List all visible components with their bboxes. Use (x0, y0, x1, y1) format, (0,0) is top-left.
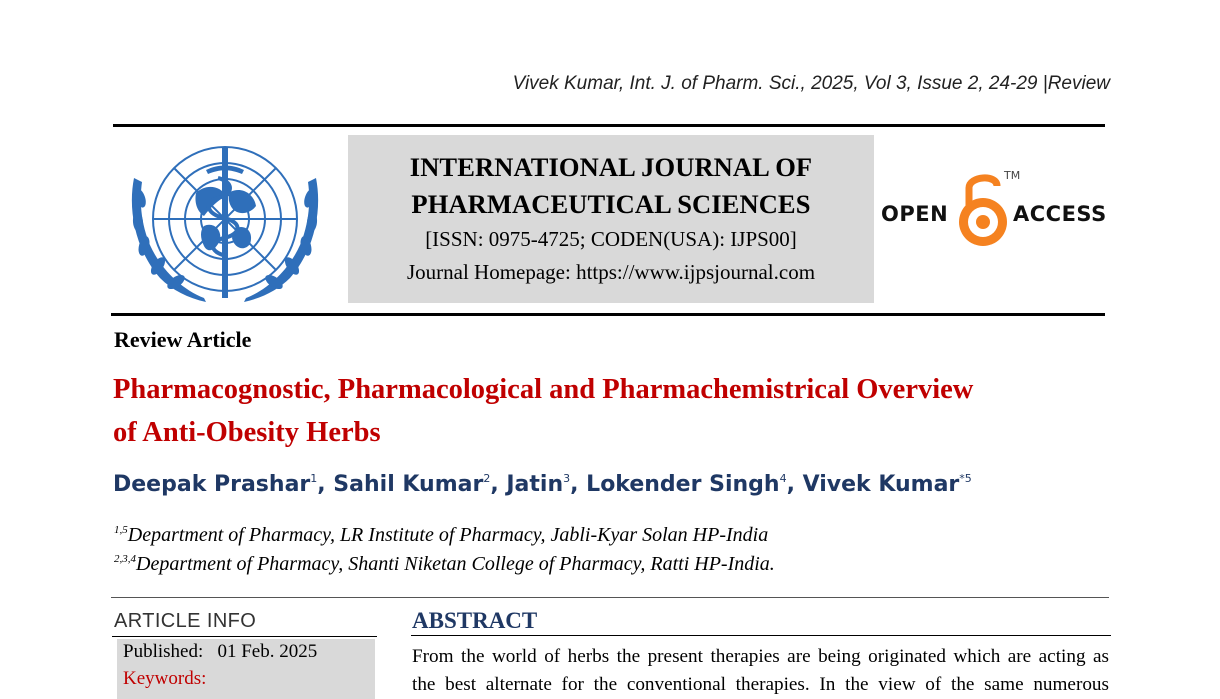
open-access-label: ACCESS (1013, 202, 1107, 226)
author-name[interactable]: Sahil Kumar (333, 472, 484, 497)
keywords-label: Keywords: (123, 668, 207, 689)
top-rule (113, 124, 1105, 127)
journal-header-box (348, 135, 874, 303)
abstract-line: From the world of herbs the present therapies are being originated which are acting as (412, 646, 1109, 667)
author-separator: , (786, 472, 803, 497)
article-title-line: of Anti-Obesity Herbs (113, 417, 381, 448)
journal-emblem-icon (126, 138, 324, 306)
author-separator: , (317, 472, 334, 497)
affiliation (114, 553, 775, 576)
journal-homepage[interactable]: Journal Homepage: https://www.ijpsjournal.com (406, 260, 816, 284)
author-affiliation-mark: *5 (959, 472, 972, 485)
author-name[interactable]: Deepak Prashar (113, 472, 311, 497)
author-name[interactable]: Lokender Singh (586, 472, 780, 497)
article-info-rule (112, 636, 377, 637)
author-affiliation-mark: 4 (779, 472, 787, 485)
affiliation-text: Department of Pharmacy, LR Institute of Pharmacy, Jabli-Kyar Solan HP-India (127, 524, 769, 546)
article-info-heading: ARTICLE INFO (114, 610, 257, 632)
journal-citation: Vivek Kumar, Int. J. of Pharm. Sci., 2025, Vol 3, Issue 2, 24-29 |Review (512, 73, 1110, 94)
author-separator: , (490, 472, 507, 497)
issn-line: [ISSN: 0975-4725; CODEN(USA): IJPS00] (425, 227, 797, 251)
author-list (113, 472, 972, 497)
abstract-text (412, 643, 1109, 699)
affiliation-mark: 2,3,4 (114, 553, 136, 565)
author-affiliation-mark: 3 (563, 472, 571, 485)
author-affiliation-mark: 2 (483, 472, 491, 485)
section-divider (111, 597, 1109, 598)
published-value: 01 Feb. 2025 (217, 641, 318, 662)
journal-title-line: PHARMACEUTICAL SCIENCES (411, 189, 811, 219)
article-type: Review Article (114, 327, 252, 352)
journal-title-line: INTERNATIONAL JOURNAL OF (409, 152, 813, 182)
author-affiliation-mark: 1 (310, 472, 318, 485)
abstract-rule (411, 635, 1111, 636)
abstract-heading: ABSTRACT (412, 608, 538, 633)
trademark-label: TM (1004, 169, 1021, 182)
affiliation-mark: 1,5 (114, 524, 128, 536)
article-title-line: Pharmacognostic, Pharmacological and Pharmachemistrical Overview (113, 374, 974, 405)
open-access-badge (881, 166, 1107, 252)
published-date (123, 641, 317, 663)
affiliation (114, 524, 768, 547)
header-bottom-rule (111, 313, 1105, 316)
author-separator: , (570, 472, 587, 497)
abstract-line: the best alternate for the conventional therapies. In the view of the same numerous (412, 674, 1109, 695)
published-label: Published: (123, 641, 204, 662)
author-name[interactable]: Jatin (506, 472, 564, 497)
open-access-lock-icon (955, 166, 1011, 252)
open-access-label: OPEN (881, 202, 949, 226)
author-name[interactable]: Vivek Kumar (802, 472, 960, 497)
affiliation-text: Department of Pharmacy, Shanti Niketan College of Pharmacy, Ratti HP-India. (136, 553, 775, 575)
article-title (113, 368, 1113, 454)
journal-title (348, 149, 874, 223)
